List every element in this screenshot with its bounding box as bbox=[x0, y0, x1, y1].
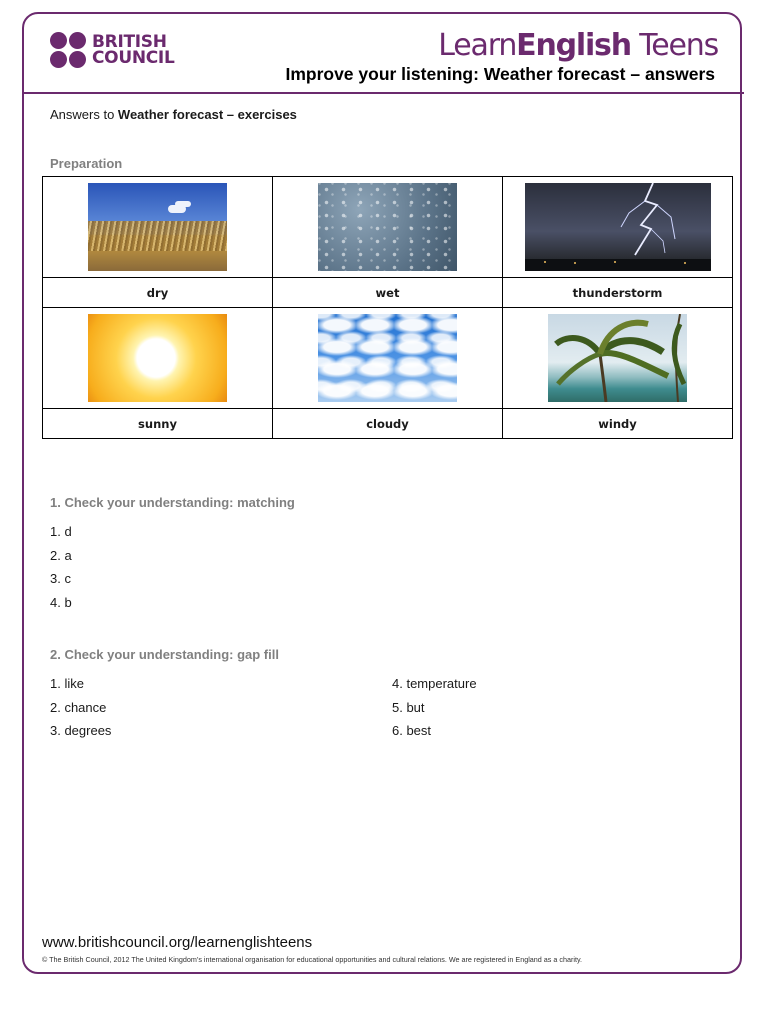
british-council-dots-icon bbox=[50, 32, 86, 68]
matching-heading: 1. Check your understanding: matching bbox=[50, 495, 295, 510]
document-title: Improve your listening: Weather forecast – answers bbox=[285, 64, 715, 84]
british-council-logo bbox=[50, 32, 175, 68]
le-logo-teens: Teens bbox=[630, 28, 718, 63]
dry-field-photo bbox=[88, 183, 227, 271]
list-item: 1. like bbox=[50, 676, 84, 691]
prep-label-cloudy: cloudy bbox=[273, 409, 503, 439]
list-item: 2. a bbox=[50, 547, 72, 563]
rain-photo bbox=[318, 183, 457, 271]
sun-photo bbox=[88, 314, 227, 402]
list-item: 3. c bbox=[50, 571, 71, 586]
list-item: 4. temperature bbox=[392, 676, 477, 691]
lightning-photo bbox=[525, 183, 711, 271]
list-item: 5. but bbox=[392, 699, 425, 715]
list-item: 1. d bbox=[50, 524, 72, 539]
gap-fill-answers-left bbox=[50, 676, 111, 747]
bc-logo-line1: BRITISH bbox=[92, 32, 167, 52]
bc-logo-line2: COUNCIL bbox=[92, 48, 175, 68]
matching-answers-list bbox=[50, 524, 72, 618]
intro-exercise-name: Weather forecast – exercises bbox=[117, 107, 297, 122]
page-frame bbox=[22, 12, 742, 974]
prep-label-windy: windy bbox=[503, 409, 733, 439]
list-item: 4. b bbox=[50, 594, 72, 610]
preparation-table bbox=[42, 176, 733, 439]
list-item: 6. best bbox=[392, 723, 432, 738]
prep-label-sunny: sunny bbox=[43, 409, 273, 439]
preparation-heading: Preparation bbox=[50, 156, 123, 171]
le-logo-learn: Learn bbox=[438, 28, 517, 63]
gap-fill-answers-right bbox=[392, 676, 477, 747]
prep-label-thunderstorm: thunderstorm bbox=[503, 278, 733, 308]
learnenglish-teens-logo bbox=[438, 28, 718, 63]
intro-prefix: Answers to bbox=[50, 107, 118, 122]
footer-copyright: © The British Council, 2012 The United Kingdom’s international organisation for educational opportunities and cultural relations. We are registered in England as a charity. bbox=[42, 955, 583, 964]
palm-tree-photo bbox=[548, 314, 687, 402]
footer-url-link[interactable]: www.britishcouncil.org/learnenglishteens bbox=[42, 934, 313, 951]
prep-label-wet: wet bbox=[273, 278, 503, 308]
header-divider bbox=[22, 92, 744, 94]
gap-fill-heading: 2. Check your understanding: gap fill bbox=[50, 647, 279, 662]
list-item: 3. degrees bbox=[50, 723, 112, 738]
intro-line bbox=[50, 107, 297, 122]
list-item: 2. chance bbox=[50, 699, 107, 715]
prep-label-dry: dry bbox=[43, 278, 273, 308]
le-logo-english: English bbox=[516, 28, 631, 63]
clouds-photo bbox=[318, 314, 457, 402]
